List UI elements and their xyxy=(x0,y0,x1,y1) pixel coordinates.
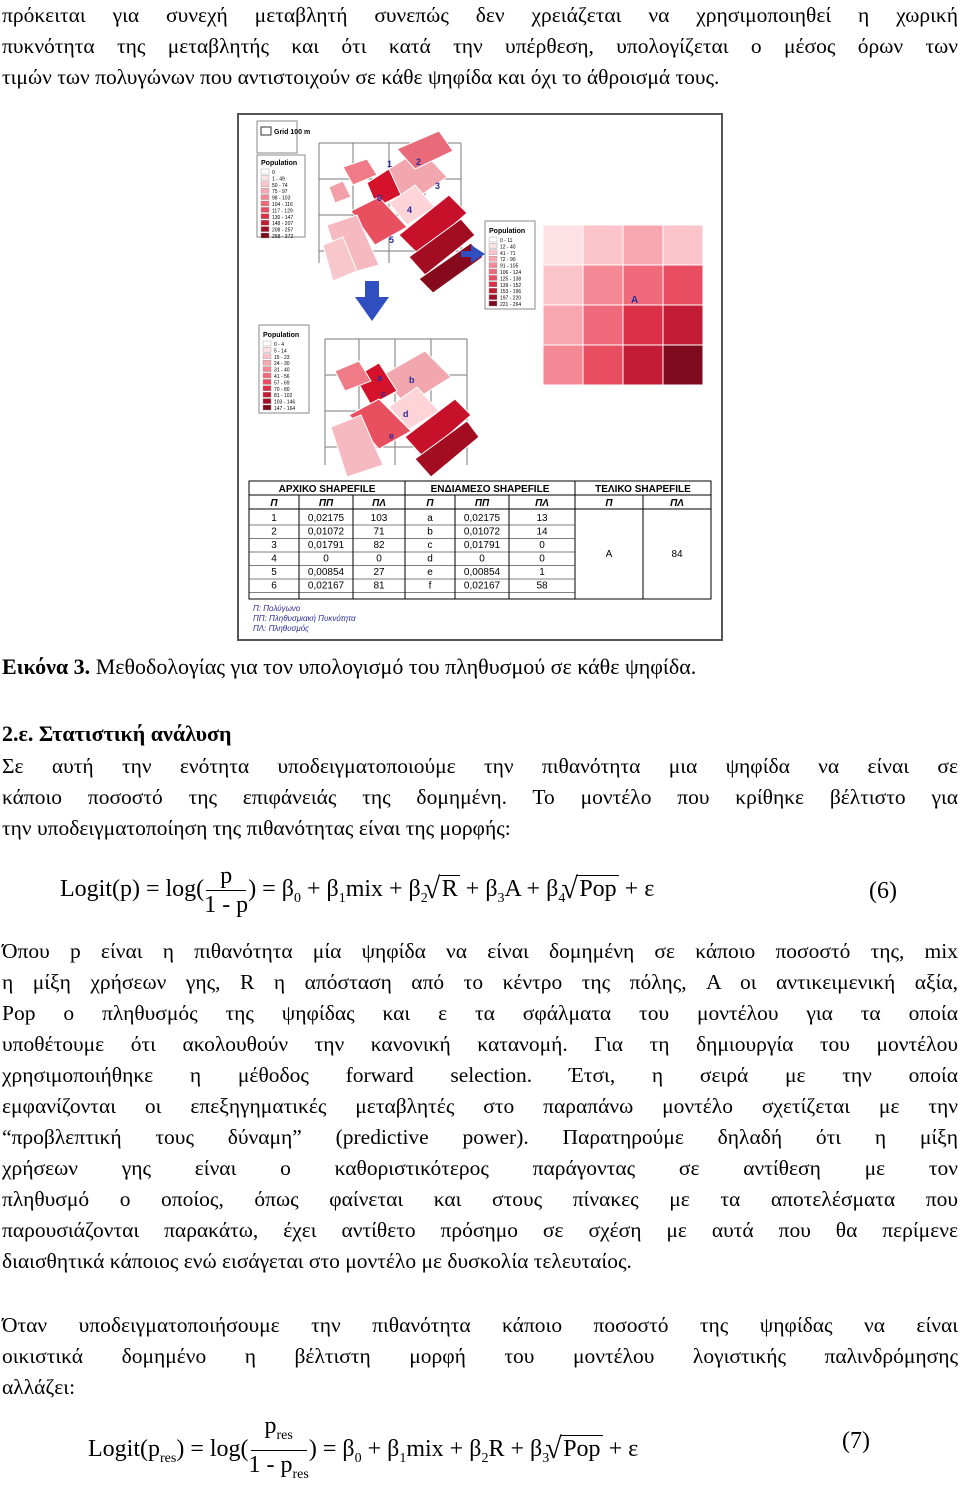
table-col-header: Π xyxy=(426,498,434,509)
map-label: c xyxy=(381,389,387,399)
grid-cell xyxy=(623,305,663,345)
legend-label: 81 - 102 xyxy=(274,393,293,400)
legend-label: 91 - 105 xyxy=(500,263,519,270)
legend-swatch xyxy=(261,201,269,206)
table-cell: 4 xyxy=(271,553,277,565)
legend-swatch xyxy=(263,392,271,397)
legend-label: 24 - 30 xyxy=(274,361,290,368)
legend-swatch xyxy=(263,354,271,359)
legend-swatch xyxy=(489,250,497,255)
table-cell: 0 xyxy=(479,553,485,565)
map-label: d xyxy=(403,409,409,419)
table-cell: e xyxy=(427,567,433,578)
table-final-p: A xyxy=(605,549,613,560)
equation-6: Logit(p) = log( $\frac{p}{1 - p}$ ) = $\beta_0 + \beta_1mix + \beta_2√$ $R + \beta_3A + \beta_4√$ Pop + ε (6) xyxy=(60,862,960,919)
table-note: ΠΛ: Πληθυσμός xyxy=(253,624,310,633)
grid-cell xyxy=(663,345,703,385)
text-line: η μίξη χρήσεων γης, R η απόσταση από το κέντρο της πόλης, A οι αντικειμενική αξία, xyxy=(2,970,958,994)
table-cell: 0,01072 xyxy=(307,526,345,538)
legend-swatch xyxy=(261,214,269,219)
caption-text: Μεθοδολογίας για τον υπολογισμό του πληθυσμού σε κάθε ψηφίδα. xyxy=(90,654,697,679)
eq-part: Logit(p) = log( xyxy=(60,876,205,903)
eq-sqrt: √ Pop xyxy=(561,1435,602,1463)
legend-swatch xyxy=(263,347,271,352)
paragraph-3 xyxy=(2,1310,958,1403)
table-col-header: ΠΛ xyxy=(535,498,549,509)
table-cell: 0,02167 xyxy=(307,580,345,592)
table-col-header: Π xyxy=(270,498,278,509)
legend-swatch xyxy=(489,263,497,268)
legend-label: 50 - 74 xyxy=(272,182,288,189)
grid-cell xyxy=(663,305,703,345)
map-label: 5 xyxy=(389,235,395,245)
legend-label: 31 - 40 xyxy=(274,367,290,374)
table-cell: 0,02167 xyxy=(463,580,501,592)
legend-label: 130 - 147 xyxy=(272,214,294,221)
text-line: πρόκειται για συνεχή μεταβλητή συνεπώς δεν χρειάζεται να χρησιμοποιηθεί η χωρική xyxy=(2,3,958,27)
grid-cell xyxy=(543,265,583,305)
legend-label: 103 - 146 xyxy=(274,399,296,406)
grid-legend-label: Grid 100 m xyxy=(274,129,311,136)
map-label: 1 xyxy=(387,159,393,169)
text-line: χρήσεων γης είναι ο καθοριστικότερος παράγοντας σε αντίθεση με τον xyxy=(2,1156,958,1180)
legend-swatch xyxy=(263,399,271,404)
legend-label: 70 - 80 xyxy=(274,386,290,393)
legend-label: 104 - 116 xyxy=(272,202,293,208)
map-label: e xyxy=(389,431,395,441)
text-line: “προβλεπτική τους δύναμη” (predictive power). Παρατηρούμε δηλαδή ότι η μίξη xyxy=(2,1125,958,1149)
legend-swatch xyxy=(261,227,269,232)
legend-swatch xyxy=(261,188,269,193)
table-cell: 0,01791 xyxy=(463,540,501,551)
table-cell: 71 xyxy=(373,526,385,538)
text-line: οικιστικά δομημένο η βέλτιστη μορφή του μοντέλου λογιστικής παλινδρόμησης xyxy=(2,1344,958,1368)
intro-paragraph xyxy=(2,0,958,93)
legend-swatch xyxy=(261,182,269,187)
legend-swatch xyxy=(489,288,497,293)
legend-swatch xyxy=(261,195,269,200)
legend-swatch xyxy=(263,341,271,346)
table-cell: 0,01791 xyxy=(307,540,345,551)
grid-cell xyxy=(623,225,663,265)
legend-swatch xyxy=(489,243,497,248)
equation-number: (7) xyxy=(842,1428,870,1454)
section-heading: 2.ε. Στατιστική ανάλυση xyxy=(2,721,232,746)
eq-sqrt: √ Pop xyxy=(577,875,618,903)
table-cell: 3 xyxy=(271,540,277,551)
legend-label: 117 - 129 xyxy=(272,208,293,215)
text-line: πληθυσμό ο οποίος, όπως φαίνεται και στους πίνακες με τα αποτελέσματα που xyxy=(2,1187,958,1211)
table-col-header: ΠΛ xyxy=(670,498,684,509)
text-line: κάποιο ποσοστό της επιφάνειάς της δομημένη. Το μοντέλο που κρίθηκε βέλτιστο για xyxy=(2,785,958,809)
legend-label: 0 - 11 xyxy=(500,238,513,244)
legend-label: 197 - 220 xyxy=(500,295,522,302)
legend-swatch xyxy=(261,169,269,174)
legend-label: 0 xyxy=(272,170,275,176)
map-label: 2 xyxy=(416,157,422,167)
bottom-map xyxy=(259,325,479,477)
population-legend-title: Population xyxy=(261,160,298,167)
equation-number: (6) xyxy=(869,878,897,904)
text-line: πυκνότητα της μεταβλητής και ότι κατά την υπέρθεση, υπολογίζεται ο μέσος όρων των xyxy=(2,34,958,58)
grid-cell xyxy=(543,225,583,265)
map-label: 6 xyxy=(377,193,383,203)
legend-label: 41 - 56 xyxy=(274,374,290,380)
table-cell: 82 xyxy=(373,540,385,551)
legend-label: 12 - 40 xyxy=(500,244,516,251)
text-line: Σε αυτή την ενότητα υποδειγματοποιούμε την πιθανότητα μια ψηφίδα να είναι σε xyxy=(2,754,958,778)
legend-swatch xyxy=(263,379,271,384)
legend-label: 15 - 23 xyxy=(274,354,290,361)
text-line: παρουσιάζονται παρακάτω, έχει αντίθετο πρόσημο σε σχέση με αυτά που θα περίμενε xyxy=(2,1218,958,1242)
table-cell: 0 xyxy=(323,553,329,565)
table-cell: f xyxy=(428,580,432,592)
text-line: Όπου p είναι η πιθανότητα μία ψηφίδα να είναι δομημένη σε κάποιο ποσοστό της, mix xyxy=(2,939,958,963)
equation-7: $Logit(p_{res}) = \log$( $\frac{p_{res}}{1 - p_{res}}$ ) = $\beta_0 + \beta_1mix + \beta_2R + \beta_3√$ Pop + ε (7) xyxy=(88,1412,960,1489)
eq-fraction: $\frac{p_{res}}{1 - p_{res}}$ xyxy=(248,1413,309,1482)
table-cell: 1 xyxy=(271,513,277,524)
table-note: Π: Πολύγωνο xyxy=(253,604,301,613)
table-note: ΠΠ: Πληθυσμιακή Πυκνότητα xyxy=(253,614,356,623)
results-table xyxy=(249,481,711,633)
grid-cell xyxy=(543,305,583,345)
grid-cell xyxy=(623,265,663,305)
table-cell: b xyxy=(427,526,433,538)
legend-label: 75 - 97 xyxy=(272,189,288,196)
legend-label: 125 - 138 xyxy=(500,276,522,283)
caption-label: Εικόνα 3. xyxy=(2,654,91,679)
legend-label: 72 - 90 xyxy=(500,257,516,264)
table-cell: 27 xyxy=(373,567,385,578)
table-cell: 2 xyxy=(271,526,277,538)
legend-swatch xyxy=(261,175,269,180)
arrow-down-icon xyxy=(355,281,389,321)
legend-label: 148 - 207 xyxy=(272,221,294,228)
table-col-header: ΠΠ xyxy=(474,498,490,509)
legend-swatch xyxy=(261,233,269,238)
table-cell: 58 xyxy=(536,580,548,592)
population-legend-title: Population xyxy=(489,228,526,235)
legend-swatch xyxy=(263,386,271,391)
paragraph-2 xyxy=(2,936,958,1277)
table-group-header: ΑΡΧΙΚΟ SHAPEFILE xyxy=(278,484,376,495)
figure-graphic xyxy=(239,115,721,639)
legend-label: 153 - 196 xyxy=(500,289,522,296)
legend-swatch xyxy=(489,282,497,287)
table-cell: 6 xyxy=(271,580,277,592)
legend-label: 258 - 372 xyxy=(272,234,294,240)
map-label: 3 xyxy=(435,181,441,191)
text-line: αλλάζει: xyxy=(2,1375,76,1399)
grid-cell xyxy=(583,265,623,305)
legend-swatch xyxy=(263,360,271,365)
legend-swatch xyxy=(263,405,271,410)
table-cell: 13 xyxy=(536,513,548,524)
right-map xyxy=(485,221,703,385)
legend-swatch xyxy=(489,256,497,261)
legend-swatch xyxy=(489,269,497,274)
legend-swatch xyxy=(489,301,497,306)
table-col-header: ΠΠ xyxy=(318,498,334,509)
grid-cell xyxy=(663,265,703,305)
legend-swatch xyxy=(489,237,497,242)
table-cell: a xyxy=(427,513,433,524)
legend-swatch xyxy=(489,275,497,280)
table-cell: 0,01072 xyxy=(463,526,501,538)
text-line: την υποδειγματοποίηση της πιθανότητας είναι της μορφής: xyxy=(2,816,511,840)
grid-cell xyxy=(623,345,663,385)
table-cell: 0,00854 xyxy=(463,567,501,578)
legend-label: 208 - 257 xyxy=(272,227,294,234)
paragraph-1 xyxy=(2,751,958,844)
map-label: a xyxy=(377,373,383,383)
table-cell: 0 xyxy=(376,553,382,565)
table-cell: d xyxy=(427,553,433,565)
eq-sqrt: √ R xyxy=(440,875,460,903)
legend-label: 57 - 69 xyxy=(274,380,290,387)
top-map xyxy=(257,121,483,293)
table-cell: 0,00854 xyxy=(307,567,345,578)
map-label: A xyxy=(631,295,639,306)
legend-label: 41 - 71 xyxy=(500,250,516,257)
figure-caption xyxy=(2,654,696,680)
text-line: τιμών των πολυγώνων που αντιστοιχούν σε κάθε ψηφίδα και όχι το άθροισμά τους. xyxy=(2,65,720,89)
text-line: υποθέτουμε ότι ακολουθούν την κανονική κατανομή. Για τη δημιουργία του μοντέλου xyxy=(2,1032,958,1056)
legend-label: 5 - 14 xyxy=(274,348,287,355)
text-line: Όταν υποδειγματοποιήσουμε την πιθανότητα κάποιο ποσοστό της ψηφίδας να είναι xyxy=(2,1313,958,1337)
text-line: εμφανίζονται οι επεξηγηματικές μεταβλητές στο παραπάνω μοντέλο σχετίζεται με την xyxy=(2,1094,958,1118)
grid-cell xyxy=(583,305,623,345)
grid-cell xyxy=(543,345,583,385)
map-label: b xyxy=(409,375,415,385)
table-cell: 81 xyxy=(373,580,385,592)
legend-swatch xyxy=(261,220,269,225)
legend-swatch xyxy=(489,295,497,300)
legend-swatch xyxy=(263,373,271,378)
table-group-header: ΤΕΛΙΚΟ SHAPEFILE xyxy=(595,484,691,495)
legend-swatch xyxy=(261,207,269,212)
legend-label: 1 - 49 xyxy=(272,176,285,183)
population-legend-title: Population xyxy=(263,332,300,339)
grid-cell xyxy=(663,225,703,265)
table-col-header: Π xyxy=(605,498,613,509)
table-cell: 1 xyxy=(539,567,545,578)
figure-methodology xyxy=(237,113,723,641)
table-cell: 5 xyxy=(271,567,277,578)
table-cell: 103 xyxy=(370,513,388,524)
legend-label: 221 - 264 xyxy=(500,302,522,308)
table-cell: c xyxy=(427,540,433,551)
table-cell: 0,02175 xyxy=(463,513,501,524)
table-cell: 0,02175 xyxy=(307,513,345,524)
table-col-header: ΠΛ xyxy=(372,498,386,509)
legend-label: 147 - 164 xyxy=(274,406,296,412)
legend-label: 139 - 152 xyxy=(500,282,522,289)
text-line: Pop ο πληθυσμός της ψηφίδας και ε τα σφάλματα του μοντέλου για τα οποία xyxy=(2,1001,958,1025)
text-line: διαισθητικά κάποιος ενώ εισάγεται στο μοντέλο με δυσκολία τελευταίος. xyxy=(2,1249,632,1273)
legend-label: 98 - 103 xyxy=(272,195,291,202)
table-cell: 14 xyxy=(536,526,548,538)
text-line: χρησιμοποιήθηκε η μέθοδος forward selection. Έτσι, η σειρά με την οποία xyxy=(2,1063,958,1087)
map-label: 4 xyxy=(407,205,413,215)
grid-cell xyxy=(583,345,623,385)
legend-label: 106 - 124 xyxy=(500,270,522,276)
grid-cell xyxy=(583,225,623,265)
table-final-pl: 84 xyxy=(671,549,683,560)
legend-label: 0 - 4 xyxy=(274,342,285,348)
table-cell: 0 xyxy=(539,553,545,565)
eq-fraction: $\frac{p}{1 - p}$ xyxy=(204,863,249,918)
table-cell: 0 xyxy=(539,540,545,551)
table-group-header: ΕΝΔΙΑΜΕΣΟ SHAPEFILE xyxy=(430,484,550,495)
legend-swatch xyxy=(263,367,271,372)
